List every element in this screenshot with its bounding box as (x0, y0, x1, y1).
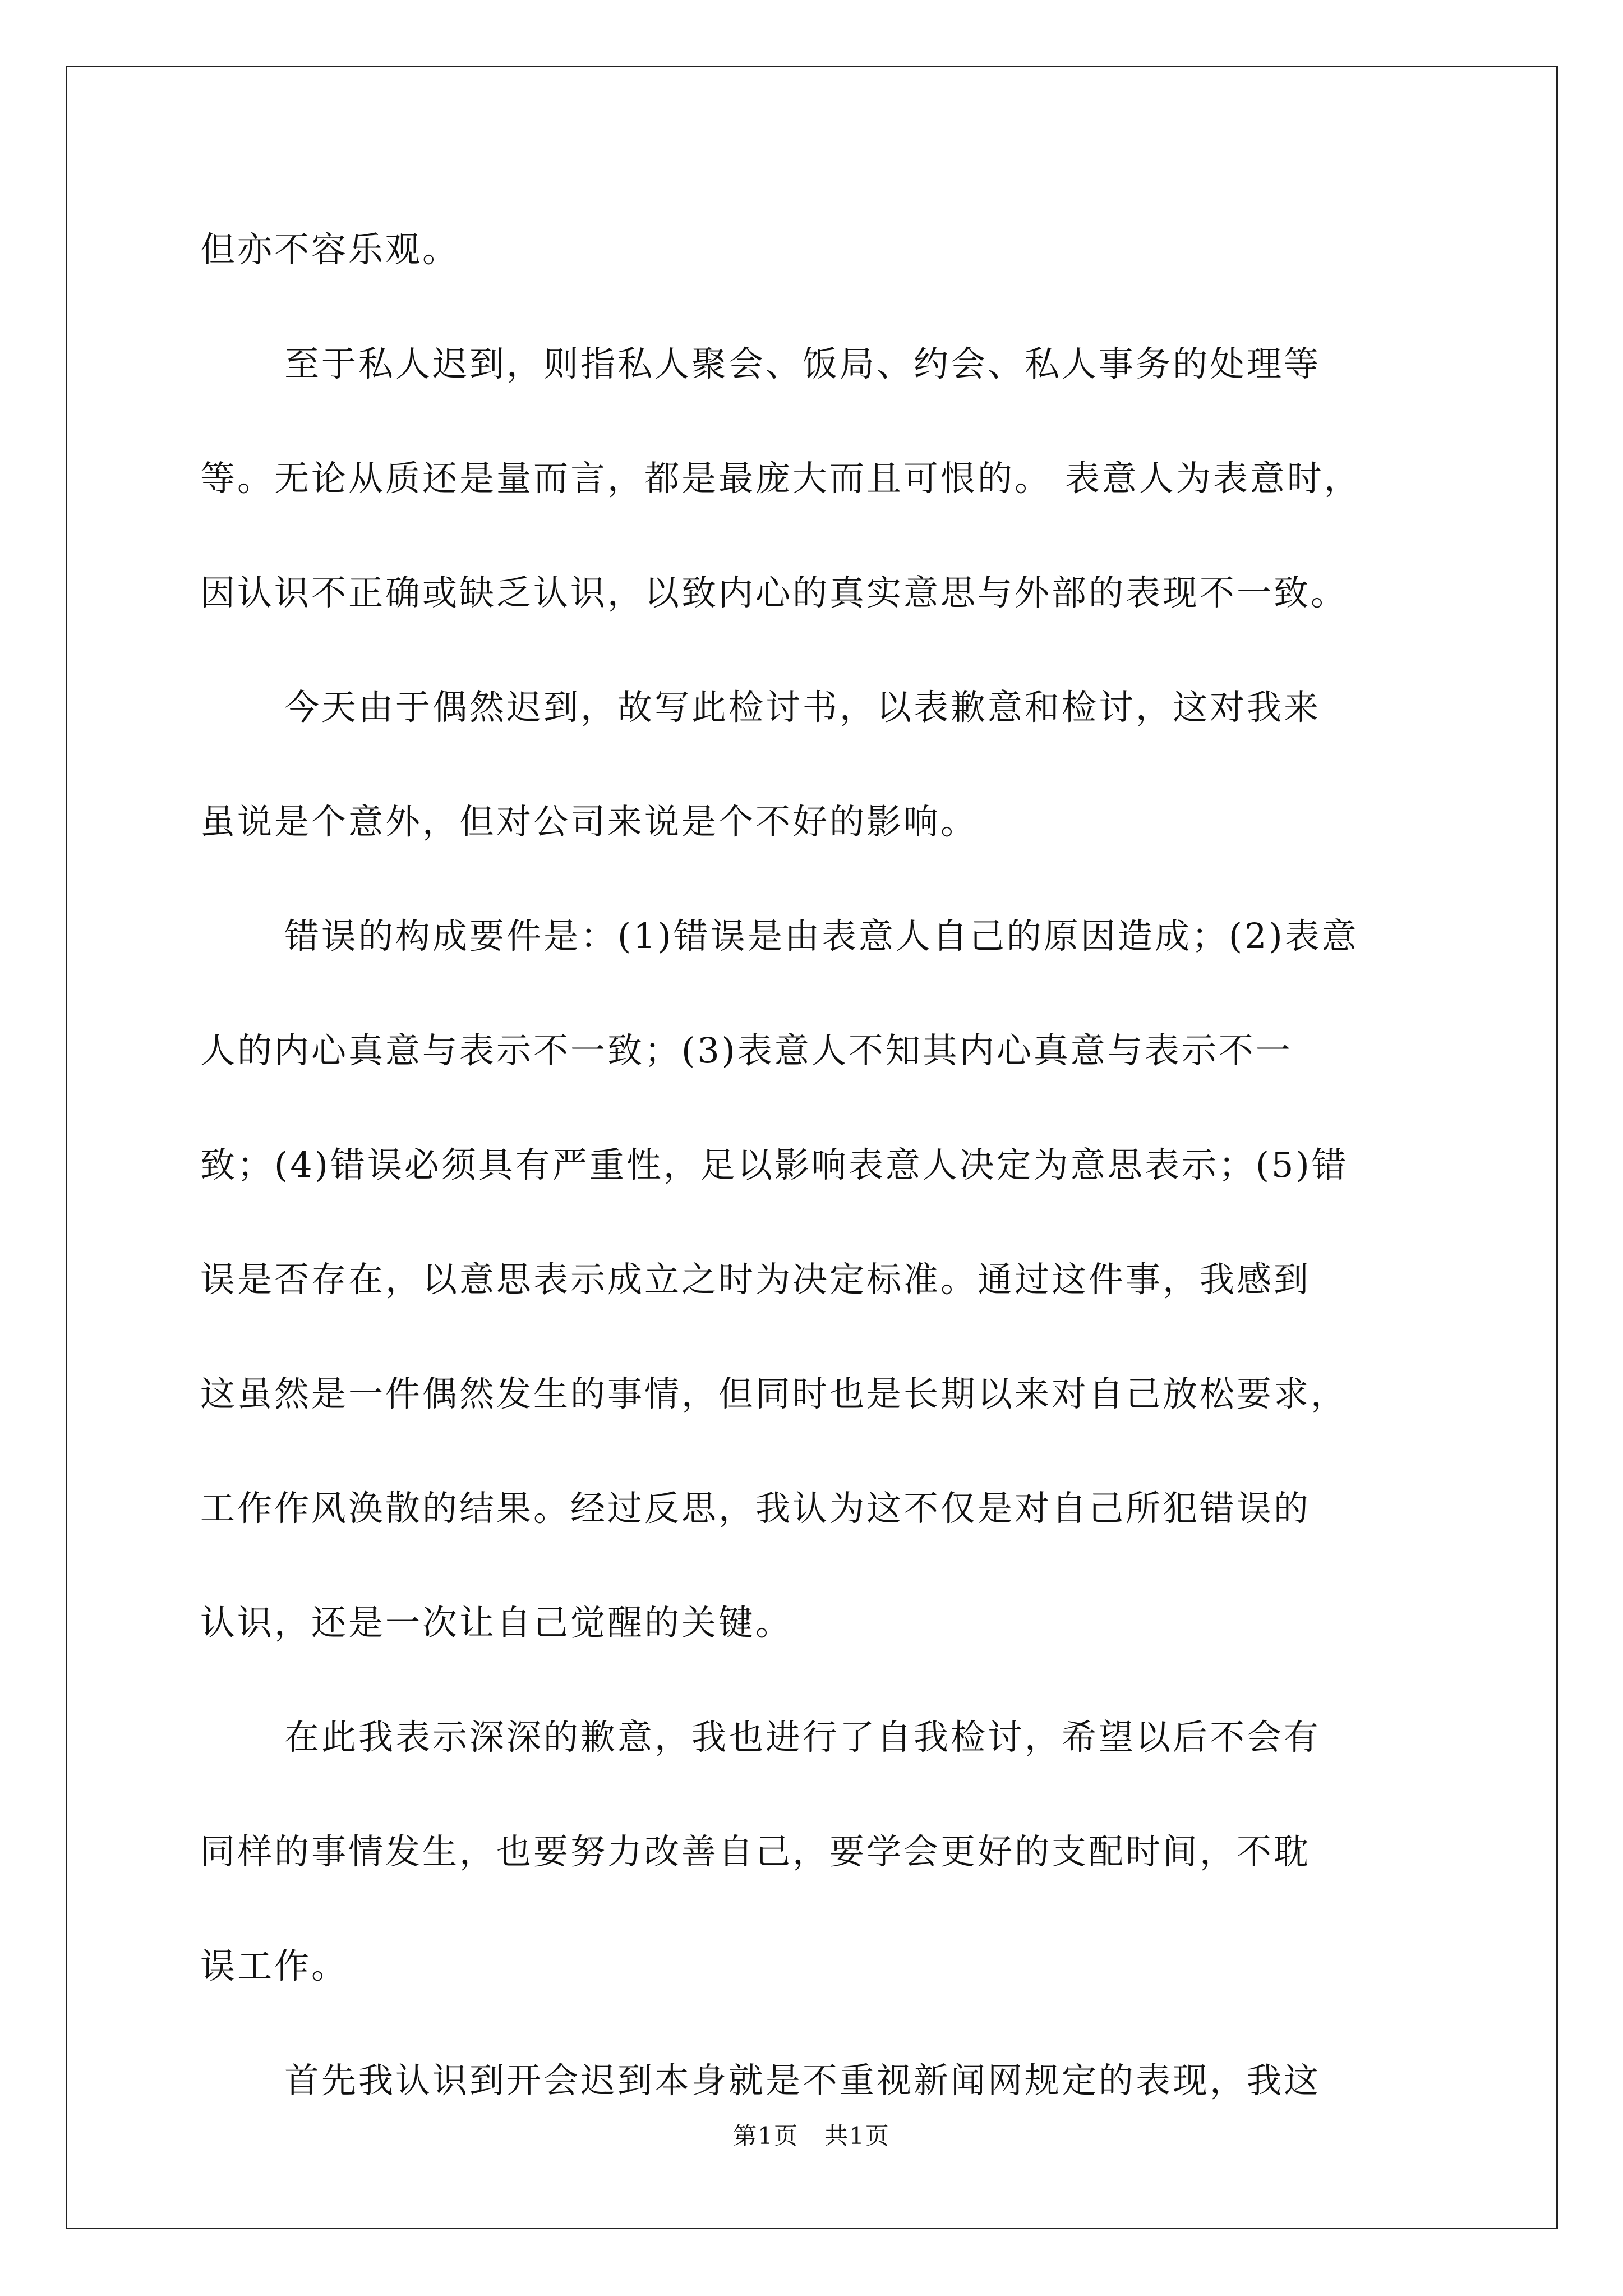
page-number-footer: 第1页 共1页 (733, 2122, 890, 2150)
text-line: 首先我认识到开会迟到本身就是不重视新闻网规定的表现，我这 (284, 2060, 1321, 2101)
text-line: 致；(4)错误必须具有严重性，足以影响表意人决定为意思表示；(5)错 (200, 1144, 1349, 1185)
text-line: 误是否存在，以意思表示成立之时为决定标准。通过这件事，我感到 (200, 1259, 1311, 1300)
text-line: 但亦不容乐观。 (200, 229, 460, 270)
text-line: 这虽然是一件偶然发生的事情，但同时也是长期以来对自己放松要求， (200, 1373, 1348, 1414)
text-line: 虽说是个意外，但对公司来说是个不好的影响。 (200, 801, 978, 842)
text-line: 工作作风涣散的结果。经过反思，我认为这不仅是对自己所犯错误的 (200, 1488, 1311, 1529)
text-line: 至于私人迟到，则指私人聚会、饭局、约会、私人事务的处理等 (284, 343, 1321, 384)
document-body (200, 192, 1423, 2138)
text-line: 今天由于偶然迟到，故写此检讨书，以表歉意和检讨，这对我来 (284, 687, 1321, 728)
text-line: 因认识不正确或缺乏认识，以致内心的真实意思与外部的表现不一致。 (200, 572, 1348, 613)
text-line: 错误的构成要件是：(1)错误是由表意人自己的原因造成；(2)表意 (284, 915, 1359, 956)
text-line: 在此我表示深深的歉意，我也进行了自我检讨，希望以后不会有 (284, 1717, 1321, 1757)
text-line: 同样的事情发生，也要努力改善自己，要学会更好的支配时间，不耽 (200, 1831, 1311, 1872)
text-line: 认识，还是一次让自己觉醒的关键。 (200, 1602, 793, 1643)
text-line: 误工作。 (200, 1945, 349, 1986)
text-line: 等。无论从质还是量而言，都是最庞大而且可恨的。 表意人为表意时， (200, 458, 1361, 499)
text-line: 人的内心真意与表示不一致；(3)表意人不知其内心真意与表示不一 (200, 1030, 1293, 1071)
